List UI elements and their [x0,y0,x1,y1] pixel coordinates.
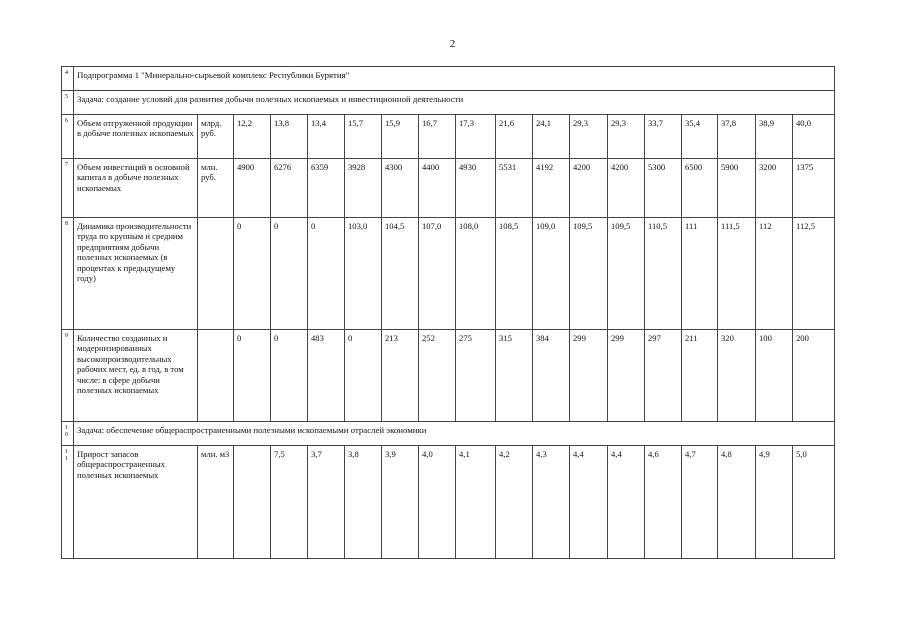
value-cell: 4,4 [570,446,608,559]
value-cell: 112,5 [793,218,835,330]
value-cell: 37,8 [718,115,756,159]
value-cell: 384 [533,330,570,422]
row-number: 8 [62,218,74,330]
value-cell: 211 [682,330,718,422]
indicator-label: Динамика производительности труда по крупным и средним предприятиям добычи полезных ископаемых (в процентах к предыдущему году) [74,218,198,330]
table-row-9 [62,330,835,422]
value-cell: 6500 [682,159,718,218]
task-title: Задача: создание условий для развития добычи полезных ископаемых и инвестиционной деятельности [74,91,835,115]
value-cell: 5531 [496,159,533,218]
value-cell: 4,6 [645,446,682,559]
value-cell: 112 [756,218,793,330]
value-cell: 38,9 [756,115,793,159]
row-number: 5 [62,91,74,115]
value-cell: 29,3 [570,115,608,159]
value-cell: 13,8 [271,115,308,159]
value-cell: 252 [419,330,456,422]
value-cell: 4300 [382,159,419,218]
value-cell: 35,4 [682,115,718,159]
indicators-table [61,66,835,559]
value-cell: 15,9 [382,115,419,159]
row-number: 10 [62,422,74,446]
table-row-6 [62,115,835,159]
value-cell: 4,8 [718,446,756,559]
value-cell: 4900 [234,159,271,218]
value-cell: 315 [496,330,533,422]
table-row-7 [62,159,835,218]
value-cell: 1375 [793,159,835,218]
unit-cell [198,218,234,330]
value-cell: 107,0 [419,218,456,330]
value-cell: 21,6 [496,115,533,159]
row-number: 9 [62,330,74,422]
value-cell: 24,1 [533,115,570,159]
value-cell: 111,5 [718,218,756,330]
value-cell: 4,7 [682,446,718,559]
value-cell: 3928 [345,159,382,218]
value-cell: 3,8 [345,446,382,559]
row-number: 7 [62,159,74,218]
value-cell: 108,5 [496,218,533,330]
value-cell: 5,0 [793,446,835,559]
value-cell: 4930 [456,159,496,218]
value-cell: 0 [271,330,308,422]
value-cell: 109,0 [533,218,570,330]
value-cell: 0 [234,218,271,330]
value-cell: 15,7 [345,115,382,159]
value-cell: 109,5 [608,218,645,330]
indicator-label: Объем инвестиций в основной капитал в добыче полезных ископаемых [74,159,198,218]
row-number: 6 [62,115,74,159]
unit-cell: млрд. руб. [198,115,234,159]
table-row-8 [62,218,835,330]
table-row-10 [62,422,835,446]
value-cell: 4200 [608,159,645,218]
value-cell: 299 [608,330,645,422]
value-cell: 4400 [419,159,456,218]
value-cell: 4,0 [419,446,456,559]
value-cell: 299 [570,330,608,422]
value-cell: 110,5 [645,218,682,330]
value-cell: 16,7 [419,115,456,159]
value-cell: 33,7 [645,115,682,159]
value-cell: 4,9 [756,446,793,559]
indicator-label: Прирост запасов общераспространенных полезных ископаемых [74,446,198,559]
value-cell: 213 [382,330,419,422]
value-cell: 3,9 [382,446,419,559]
unit-cell [198,330,234,422]
value-cell: 297 [645,330,682,422]
value-cell: 4192 [533,159,570,218]
row-number: 11 [62,446,74,559]
value-cell: 17,3 [456,115,496,159]
row-number: 4 [62,67,74,91]
value-cell: 4200 [570,159,608,218]
value-cell: 0 [234,330,271,422]
value-cell: 200 [793,330,835,422]
indicator-label: Количество созданных и модернизированных высокопроизводительных рабочих мест, ед. в год, в том числе: в сфере добычи полезных ископаемых [74,330,198,422]
value-cell: 320 [718,330,756,422]
value-cell: 5900 [718,159,756,218]
task-title: Задача: обеспечение общераспространенными полезными ископаемыми отраслей экономики [74,422,835,446]
value-cell: 4,2 [496,446,533,559]
value-cell: 13,4 [308,115,345,159]
value-cell: 108,0 [456,218,496,330]
value-cell: 0 [308,218,345,330]
table-row-4 [62,67,835,91]
value-cell: 3,7 [308,446,345,559]
unit-cell: млн. м3 [198,446,234,559]
page-number: 2 [449,38,456,50]
value-cell: 40,0 [793,115,835,159]
value-cell: 103,0 [345,218,382,330]
value-cell: 3200 [756,159,793,218]
value-cell: 6276 [271,159,308,218]
value-cell: 4,1 [456,446,496,559]
value-cell: 109,5 [570,218,608,330]
value-cell: 104,5 [382,218,419,330]
unit-cell: млн. руб. [198,159,234,218]
value-cell: 5300 [645,159,682,218]
indicator-label: Объем отгруженной продукции в добыче полезных ископаемых [74,115,198,159]
table-row-11 [62,446,835,559]
value-cell: 0 [345,330,382,422]
value-cell: 0 [271,218,308,330]
value-cell [234,446,271,559]
value-cell: 483 [308,330,345,422]
subprogram-title: Подпрограмма 1 "Минерально-сырьевой комплекс Республики Бурятия" [74,67,835,91]
value-cell: 4,4 [608,446,645,559]
value-cell: 7,5 [271,446,308,559]
value-cell: 4,3 [533,446,570,559]
value-cell: 275 [456,330,496,422]
value-cell: 12,2 [234,115,271,159]
value-cell: 111 [682,218,718,330]
value-cell: 29,3 [608,115,645,159]
value-cell: 6359 [308,159,345,218]
table-row-5 [62,91,835,115]
value-cell: 100 [756,330,793,422]
